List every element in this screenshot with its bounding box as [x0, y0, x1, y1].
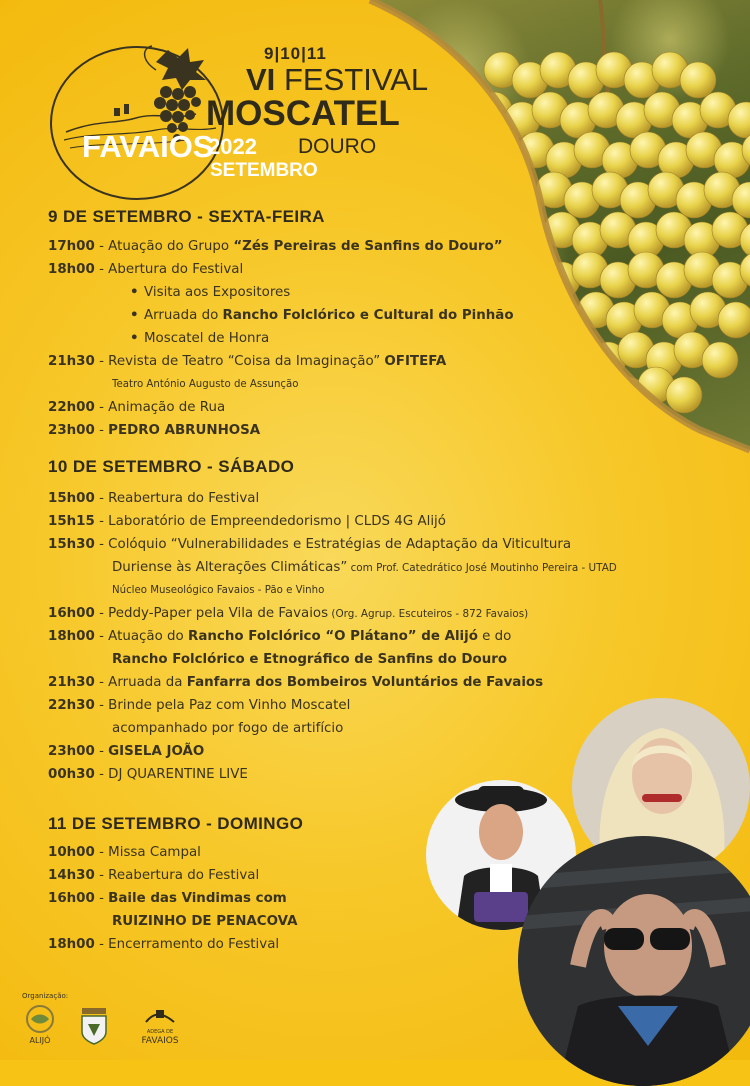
artist-photo-pedro-abrunhosa: [518, 836, 750, 1086]
program-row: 00h30 - DJ QUARENTINE LIVE: [48, 767, 248, 782]
program-row: 15h30 - Colóquio “Vulnerabilidades e Estratégias de Adaptação da Viticultura: [48, 537, 572, 552]
program-row: 10h00 - Missa Campal: [48, 845, 201, 860]
logo-douro: DOURO: [298, 135, 377, 158]
program-row: 23h00 - GISELA JOÃO: [48, 744, 205, 759]
program-bullet: • Arruada do Rancho Folclórico e Cultural do Pinhão: [48, 304, 728, 327]
logo-moscatel: MOSCATEL: [206, 94, 400, 133]
program-row-continuation: Rancho Folclórico e Etnográfico de Sanfins do Douro: [112, 652, 508, 667]
day-heading: 11 DE SETEMBRO - DOMINGO: [48, 814, 304, 833]
program-bullet: • Visita aos Expositores: [48, 281, 728, 304]
program-row: 23h00 - PEDRO ABRUNHOSA: [48, 423, 261, 438]
program-venue: Núcleo Museológico Favaios - Pão e Vinho: [112, 585, 325, 596]
program-row: 21h30 - Arruada da Fanfarra dos Bombeiros Voluntários de Favaios: [48, 675, 544, 690]
program-row: 18h00 - Abertura do Festival: [48, 262, 244, 277]
program-row: 16h00 - Baile das Vindimas com: [48, 891, 287, 906]
program-row: 22h00 - Animação de Rua: [48, 400, 226, 415]
adega-favaios-logo-icon: [140, 1006, 180, 1028]
coat-of-arms-icon: [78, 1006, 110, 1046]
logo-edition: VI: [246, 62, 276, 97]
logo-favaios: FAVAIOS: [82, 129, 214, 164]
organizers-label: Organização:: [22, 992, 69, 1000]
program-row-continuation: acompanhado por fogo de artifício: [112, 721, 344, 736]
adega-small-label: ADEGA DE: [146, 1029, 174, 1035]
program-row: 17h00 - Atuação do Grupo “Zés Pereiras de Sanfins do Douro”: [48, 239, 503, 254]
program-venue: Teatro António Augusto de Assunção: [112, 379, 299, 390]
logo-festival: FESTIVAL: [284, 62, 429, 97]
day-heading: 9 DE SETEMBRO - SEXTA-FEIRA: [48, 207, 325, 226]
program-row: 15h00 - Reabertura do Festival: [48, 491, 260, 506]
logo-setembro: SETEMBRO: [210, 160, 318, 181]
festival-logo: [50, 34, 429, 194]
program-row: 16h00 - Peddy-Paper pela Vila de Favaios (Org. Agrup. Escuteiros - 872 Favaios): [48, 606, 529, 621]
program-row: 18h00 - Atuação do Rancho Folclórico “O Plátano” de Alijó e do: [48, 629, 512, 644]
program-row: 22h30 - Brinde pela Paz com Vinho Moscatel: [48, 698, 351, 713]
program-row: 15h15 - Laboratório de Empreendedorismo | CLDS 4G Alijó: [48, 514, 446, 529]
program-bullet: • Moscatel de Honra: [48, 327, 728, 350]
day-section: [48, 206, 728, 442]
program-row: 18h00 - Encerramento do Festival: [48, 937, 280, 952]
program-row: 21h30 - Revista de Teatro “Coisa da Imaginação” OFITEFA: [48, 354, 447, 369]
program-row-continuation: Duriense às Alterações Climáticas” com Prof. Catedrático José Moutinho Pereira - UTAD: [112, 560, 617, 575]
program-row: 14h30 - Reabertura do Festival: [48, 868, 260, 883]
logo-year: 2022: [208, 134, 257, 159]
adega-label: FAVAIOS: [141, 1036, 179, 1046]
organizers-footer: [16, 992, 216, 1056]
alijo-logo-icon: [22, 1004, 58, 1034]
alijo-label: ALIJÓ: [29, 1036, 51, 1045]
grape-berry: [680, 62, 716, 98]
logo-dates: 9|10|11: [264, 44, 327, 63]
day-heading: 10 DE SETEMBRO - SÁBADO: [48, 457, 295, 476]
program-row-continuation: RUIZINHO DE PENACOVA: [112, 914, 298, 929]
